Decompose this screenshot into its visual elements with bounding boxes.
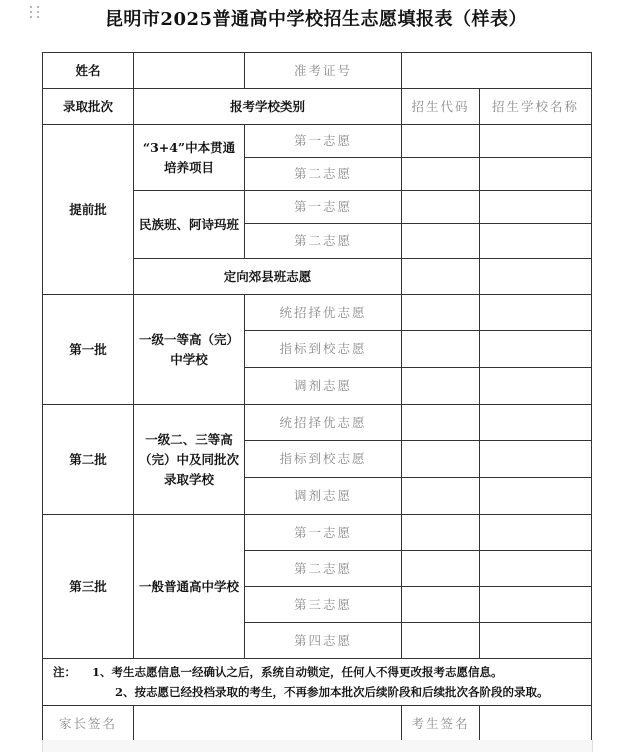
choice-label: 第二志愿 — [245, 158, 402, 191]
choice-label: 第二志愿 — [245, 224, 402, 259]
table-row — [43, 706, 592, 742]
school-cell[interactable] — [480, 368, 592, 405]
batch-third: 第三批 — [43, 515, 134, 659]
school-name-header: 招生学校名称 — [480, 89, 592, 125]
batch-second: 第二批 — [43, 405, 134, 515]
category-3plus4: “3+4”中本贯通培养项目 — [134, 125, 245, 191]
batch-first: 第一批 — [43, 295, 134, 405]
school-cell[interactable] — [480, 331, 592, 368]
note-line-1 — [53, 662, 581, 682]
code-cell[interactable] — [402, 224, 480, 259]
page-edge — [42, 740, 593, 752]
choice-label: 第四志愿 — [245, 623, 402, 659]
note-text-2: 2、按志愿已经投档录取的考生，不再参加本批次后续阶段和后续批次各阶段的录取。 — [115, 685, 549, 699]
school-cell[interactable] — [480, 515, 592, 551]
code-cell[interactable] — [402, 587, 480, 623]
choice-label: 指标到校志愿 — [245, 441, 402, 478]
choice-label: 第一志愿 — [245, 515, 402, 551]
school-cell[interactable] — [480, 191, 592, 224]
batch-early: 提前批 — [43, 125, 134, 295]
code-cell[interactable] — [402, 158, 480, 191]
student-signature-label: 考生签名 — [402, 706, 480, 742]
choice-label: 调剂志愿 — [245, 368, 402, 405]
code-cell[interactable] — [402, 515, 480, 551]
code-cell[interactable] — [402, 441, 480, 478]
table-row — [43, 89, 592, 125]
name-label: 姓名 — [43, 53, 134, 89]
school-cell[interactable] — [480, 405, 592, 441]
note-text-1: 1、考生志愿信息一经确认之后，系统自动锁定，任何人不得更改报考志愿信息。 — [92, 665, 503, 679]
category-suburban-class: 定向郊县班志愿 — [134, 259, 402, 295]
table-row — [43, 125, 592, 158]
school-cell[interactable] — [480, 224, 592, 259]
code-cell[interactable] — [402, 295, 480, 331]
school-cell[interactable] — [480, 587, 592, 623]
code-cell[interactable] — [402, 331, 480, 368]
school-cell[interactable] — [480, 551, 592, 587]
category-header: 报考学校类别 — [134, 89, 402, 125]
code-cell[interactable] — [402, 368, 480, 405]
exam-number-field[interactable] — [402, 53, 592, 89]
batch-header: 录取批次 — [43, 89, 134, 125]
code-cell[interactable] — [402, 191, 480, 224]
table-row — [43, 659, 592, 706]
name-field[interactable] — [134, 53, 245, 89]
exam-number-label: 准考证号 — [245, 53, 402, 89]
code-cell[interactable] — [402, 478, 480, 515]
student-signature-field[interactable] — [480, 706, 592, 742]
choice-label: 指标到校志愿 — [245, 331, 402, 368]
parent-signature-field[interactable] — [134, 706, 402, 742]
school-cell[interactable] — [480, 441, 592, 478]
category-first: 一级一等高（完）中学校 — [134, 295, 245, 405]
code-cell[interactable] — [402, 405, 480, 441]
table-row — [43, 295, 592, 331]
school-cell[interactable] — [480, 125, 592, 158]
category-second: 一级二、三等高（完）中及同批次录取学校 — [134, 405, 245, 515]
choice-label: 统招择优志愿 — [245, 405, 402, 441]
application-form-table — [42, 52, 592, 742]
school-cell[interactable] — [480, 478, 592, 515]
page-title: 昆明市2025普通高中学校招生志愿填报表（样表） — [104, 9, 528, 30]
school-cell[interactable] — [480, 295, 592, 331]
code-cell[interactable] — [402, 551, 480, 587]
parent-signature-label: 家长签名 — [43, 706, 134, 742]
category-ethnic-class: 民族班、阿诗玛班 — [134, 191, 245, 259]
table-row — [43, 405, 592, 441]
choice-label: 第一志愿 — [245, 125, 402, 158]
school-cell[interactable] — [480, 158, 592, 191]
school-cell[interactable] — [480, 623, 592, 659]
choice-label: 统招择优志愿 — [245, 295, 402, 331]
category-third: 一般普通高中学校 — [134, 515, 245, 659]
choice-label: 调剂志愿 — [245, 478, 402, 515]
code-cell[interactable] — [402, 623, 480, 659]
code-cell[interactable] — [402, 125, 480, 158]
choice-label: 第一志愿 — [245, 191, 402, 224]
table-row — [43, 53, 592, 89]
note-prefix: 注： — [53, 665, 76, 679]
table-row — [43, 515, 592, 551]
notes-cell — [43, 659, 592, 706]
choice-label: 第三志愿 — [245, 587, 402, 623]
choice-label: 第二志愿 — [245, 551, 402, 587]
code-cell[interactable] — [402, 259, 480, 295]
code-header: 招生代码 — [402, 89, 480, 125]
school-cell[interactable] — [480, 259, 592, 295]
